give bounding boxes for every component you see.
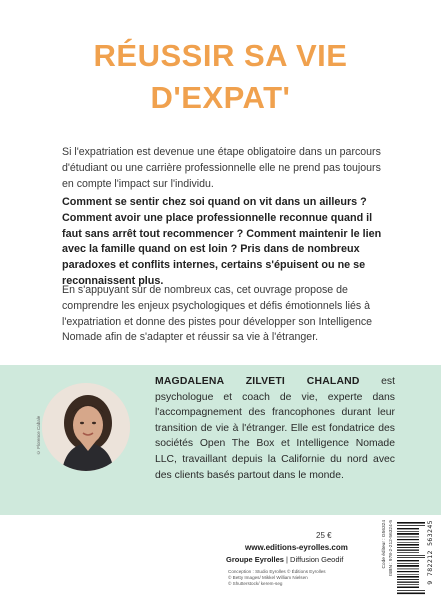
book-title-line-1: RÉUSSIR SA VIE: [93, 38, 348, 73]
isbn: ISBN : 978-2-212-56324-5: [389, 520, 394, 577]
barcode-digits: 9 782212 563245: [426, 520, 434, 585]
barcode-area: [382, 520, 432, 600]
distribution: | Diffusion Geodif: [283, 555, 344, 564]
author-bio-text: est psychologue et coach de vie, experte dans l'accompagnement des francophones durant leur transition de vie à l'étranger. Elle est fondatrice des sociétés Open The Box et Intelligence Nomade LLC, travaillant depuis la Californie du nord avec des clients basés partout dans le monde.: [155, 376, 395, 481]
barcode: [397, 520, 425, 598]
design-credits: [228, 569, 378, 588]
photo-credit: © Florence Cabale: [36, 415, 41, 455]
author-photo: [42, 383, 130, 471]
publisher-website[interactable]: www.editions-eyrolles.com: [245, 543, 348, 552]
blurb-intro: Si l'expatriation est devenue une étape obligatoire dans un parcours d'étudiant ou une carrière professionnelle elle ne prend pas toujours en compte l'impact sur l'individu.: [62, 146, 381, 190]
book-title-line-2: D'EXPAT': [150, 80, 291, 115]
author-bio: [155, 374, 395, 483]
author-name: MAGDALENA ZILVETI CHALAND: [155, 376, 360, 387]
publisher-group: Groupe Eyrolles: [226, 555, 284, 564]
blurb-summary: En s'appuyant sur de nombreux cas, cet ouvrage propose de comprendre les enjeux psychologiques et défis émotionnels liés à l'expatriation et donne des pistes pour développer son Intelligence Nomade afin de s'adapter et réussir sa vie à l'étranger.: [62, 284, 373, 344]
design-credit-3: © Shutterstock/ kerem-seg: [228, 581, 283, 587]
blurb-questions: Comment se sentir chez soi quand on vit dans un ailleurs ? Comment avoir une place professionnelle reconnue quand il faut sans arrêt tout recommencer ? Comment maintenir le lien avec la famille quand on est loin ? Pris dans de nombreux paradoxes et conflits internes, certains s'épuisent ou ne se reconnaissent plus.: [62, 196, 382, 287]
code-editeur: Code éditeur : G56324: [382, 520, 387, 569]
design-credit-1: Conception : Studio Eyrolles © Éditions Eyrolles: [228, 569, 326, 574]
publisher-line: [226, 555, 343, 564]
design-credit-2: © Betty Images/ Mikkel William Nielsen: [228, 575, 308, 581]
price: 25 €: [316, 531, 332, 540]
